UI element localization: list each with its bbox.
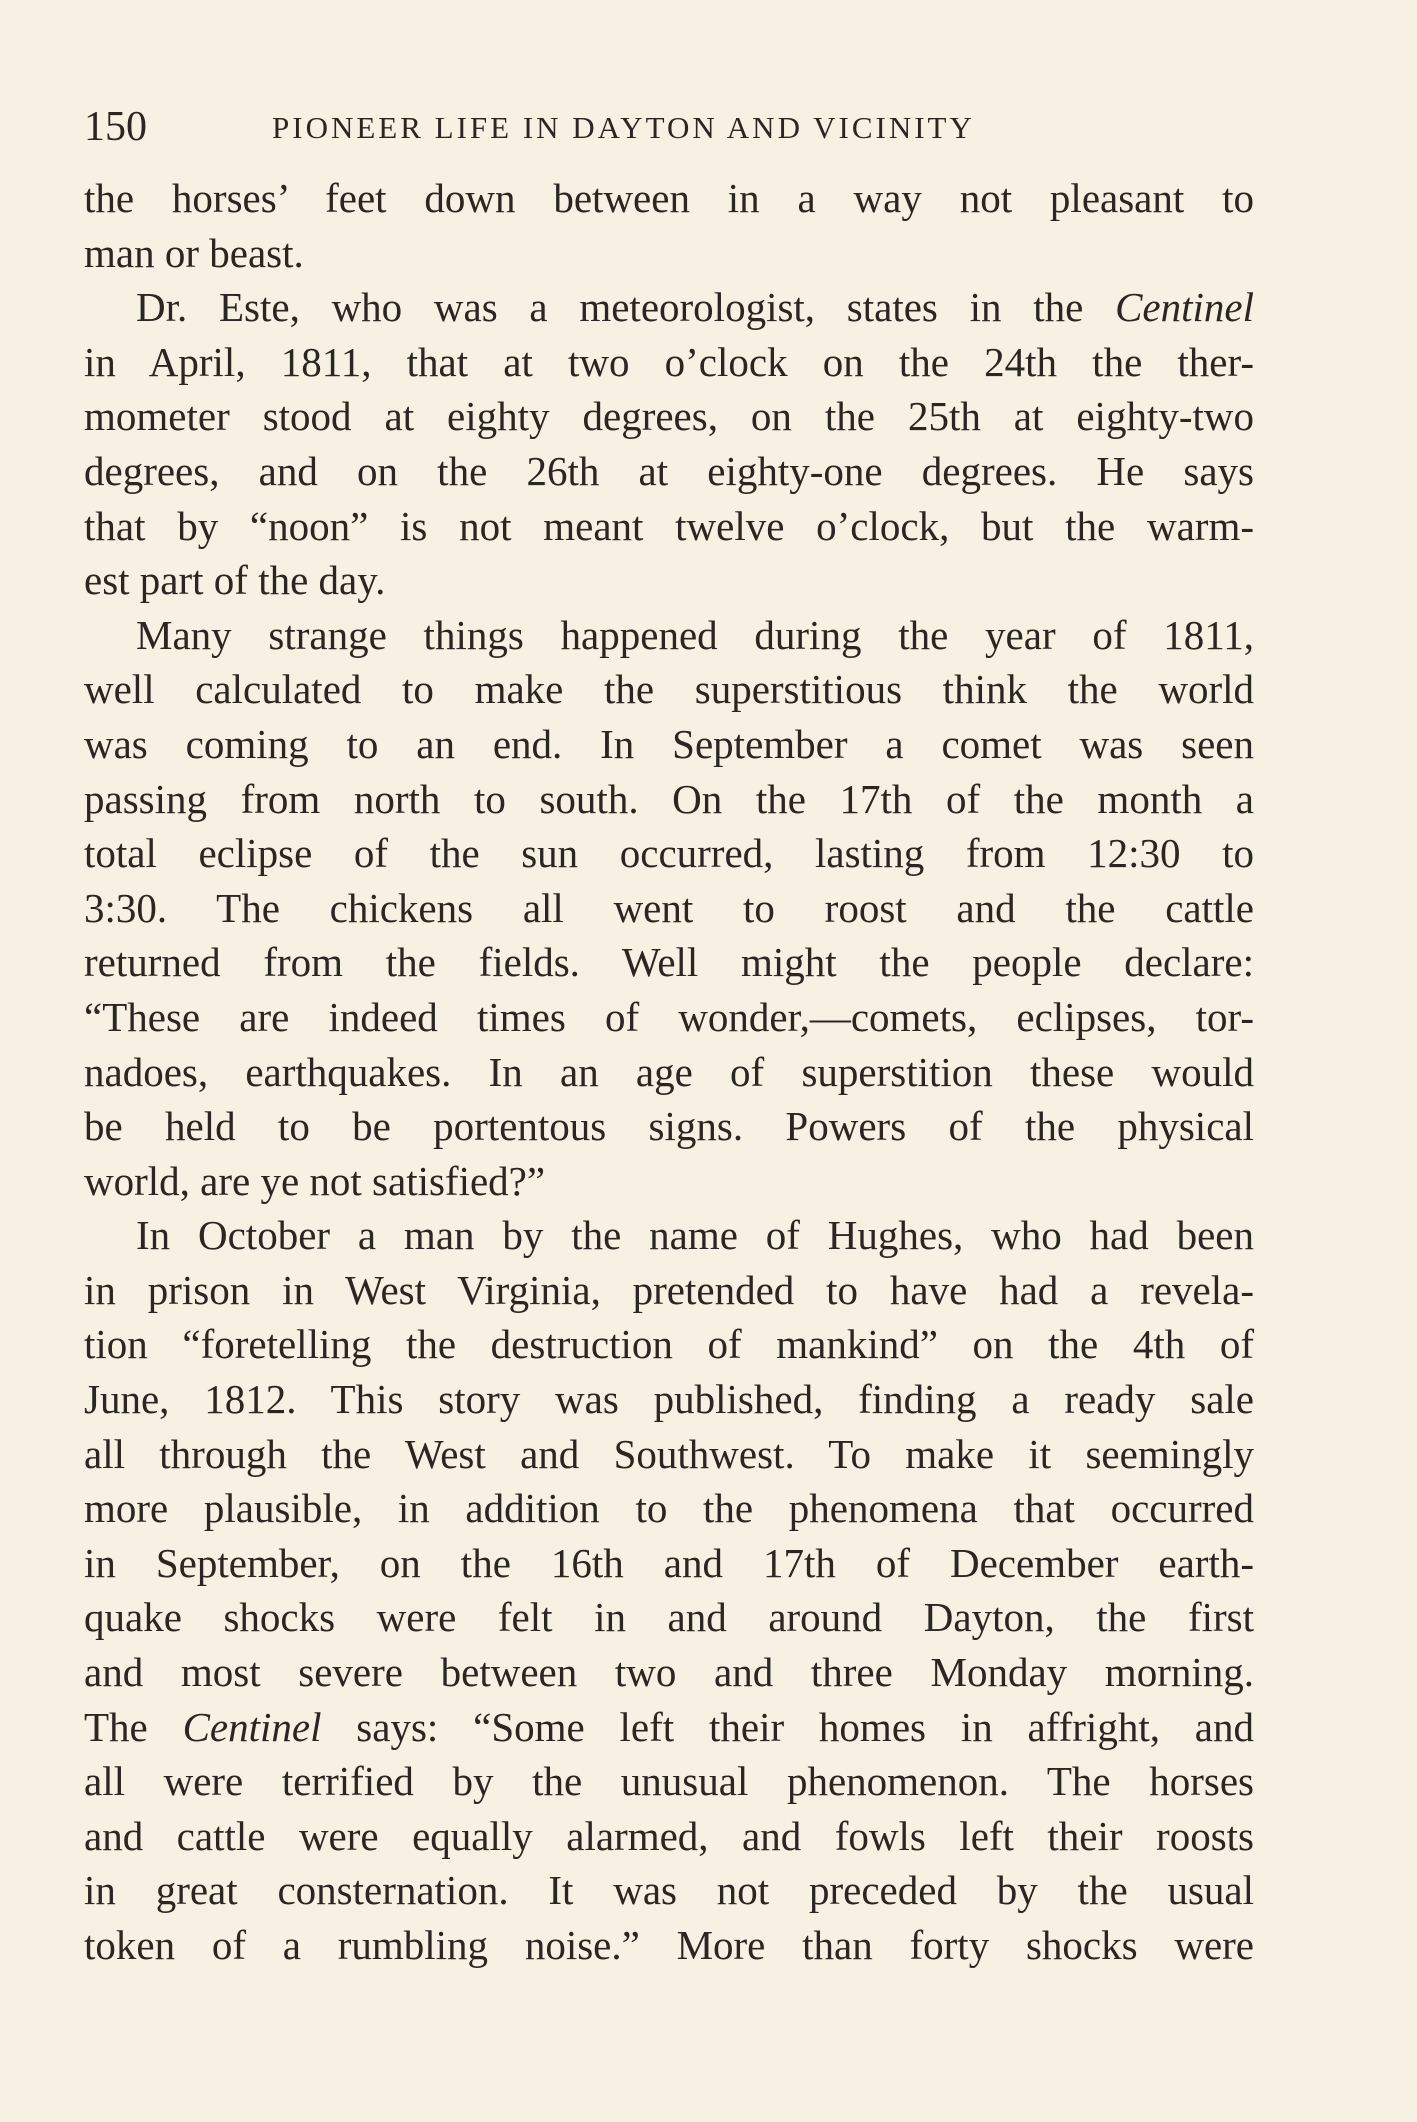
text-line: all were terrified by the unusual phenomenon. The horses <box>84 1758 1254 1805</box>
text-line: mometer stood at eighty degrees, on the 25th at eighty-two <box>84 393 1254 440</box>
text-line: nadoes, earthquakes. In an age of superstition these would <box>84 1048 1254 1095</box>
text-line: all through the West and Southwest. To make it seemingly <box>84 1430 1254 1477</box>
text-line: more plausible, in addition to the phenomena that occurred <box>84 1485 1254 1532</box>
text-line: the horses’ feet down between in a way not pleasant to <box>84 175 1254 221</box>
text-line: returned from the fields. Well might the people declare: <box>84 939 1254 986</box>
text-line: be held to be portentous signs. Powers of the physical <box>84 1103 1254 1150</box>
running-title: PIONEER LIFE IN DAYTON AND VICINITY <box>272 110 975 145</box>
newspaper-title: Centinel <box>182 1703 322 1750</box>
text-line: and most severe between two and three Monday morning. <box>84 1649 1254 1696</box>
text-line: in April, 1811, that at two o’clock on the 24th the ther- <box>84 338 1254 385</box>
text-line: In October a man by the name of Hughes, who had been <box>136 1212 1254 1259</box>
text-line: in prison in West Virginia, pretended to have had a revela- <box>84 1266 1254 1313</box>
text-line: and cattle were equally alarmed, and fowls left their roosts <box>84 1812 1254 1859</box>
text-line: The Centinel says: “Some left their homes in affright, and <box>84 1703 1254 1750</box>
text-line: token of a rumbling noise.” More than forty shocks were <box>84 1922 1254 1968</box>
text-line: world, are ye not satisfied?” <box>84 1157 546 1204</box>
text-line: “These are indeed times of wonder,—comets, eclipses, tor- <box>84 993 1254 1040</box>
text-line: Dr. Este, who was a meteorologist, states in the Centinel <box>136 284 1254 331</box>
body-text <box>84 171 1254 1973</box>
text-line: passing from north to south. On the 17th of the month a <box>84 775 1254 822</box>
text-line: 3:30. The chickens all went to roost and the cattle <box>84 884 1254 931</box>
newspaper-title: Centinel <box>1115 284 1254 331</box>
text-line: est part of the day. <box>84 557 386 604</box>
text-line: quake shocks were felt in and around Dayton, the first <box>84 1594 1254 1641</box>
text-line: in September, on the 16th and 17th of December earth- <box>84 1539 1254 1586</box>
text-line: in great consternation. It was not preceded by the usual <box>84 1867 1254 1914</box>
text-line: June, 1812. This story was published, finding a ready sale <box>84 1376 1254 1423</box>
text-line: Many strange things happened during the year of 1811, <box>136 611 1254 658</box>
text-line: that by “noon” is not meant twelve o’clock, but the warm- <box>84 502 1254 549</box>
text-line: total eclipse of the sun occurred, lasting from 12:30 to <box>84 830 1254 877</box>
text-line: was coming to an end. In September a comet was seen <box>84 720 1254 767</box>
text-line: well calculated to make the superstitious think the world <box>84 666 1254 713</box>
text-line: degrees, and on the 26th at eighty-one degrees. He says <box>84 447 1254 494</box>
text-line: man or beast. <box>84 229 304 276</box>
text-line: tion “foretelling the destruction of mankind” on the 4th of <box>84 1321 1254 1368</box>
running-head <box>84 102 1252 152</box>
page-number: 150 <box>84 104 147 150</box>
